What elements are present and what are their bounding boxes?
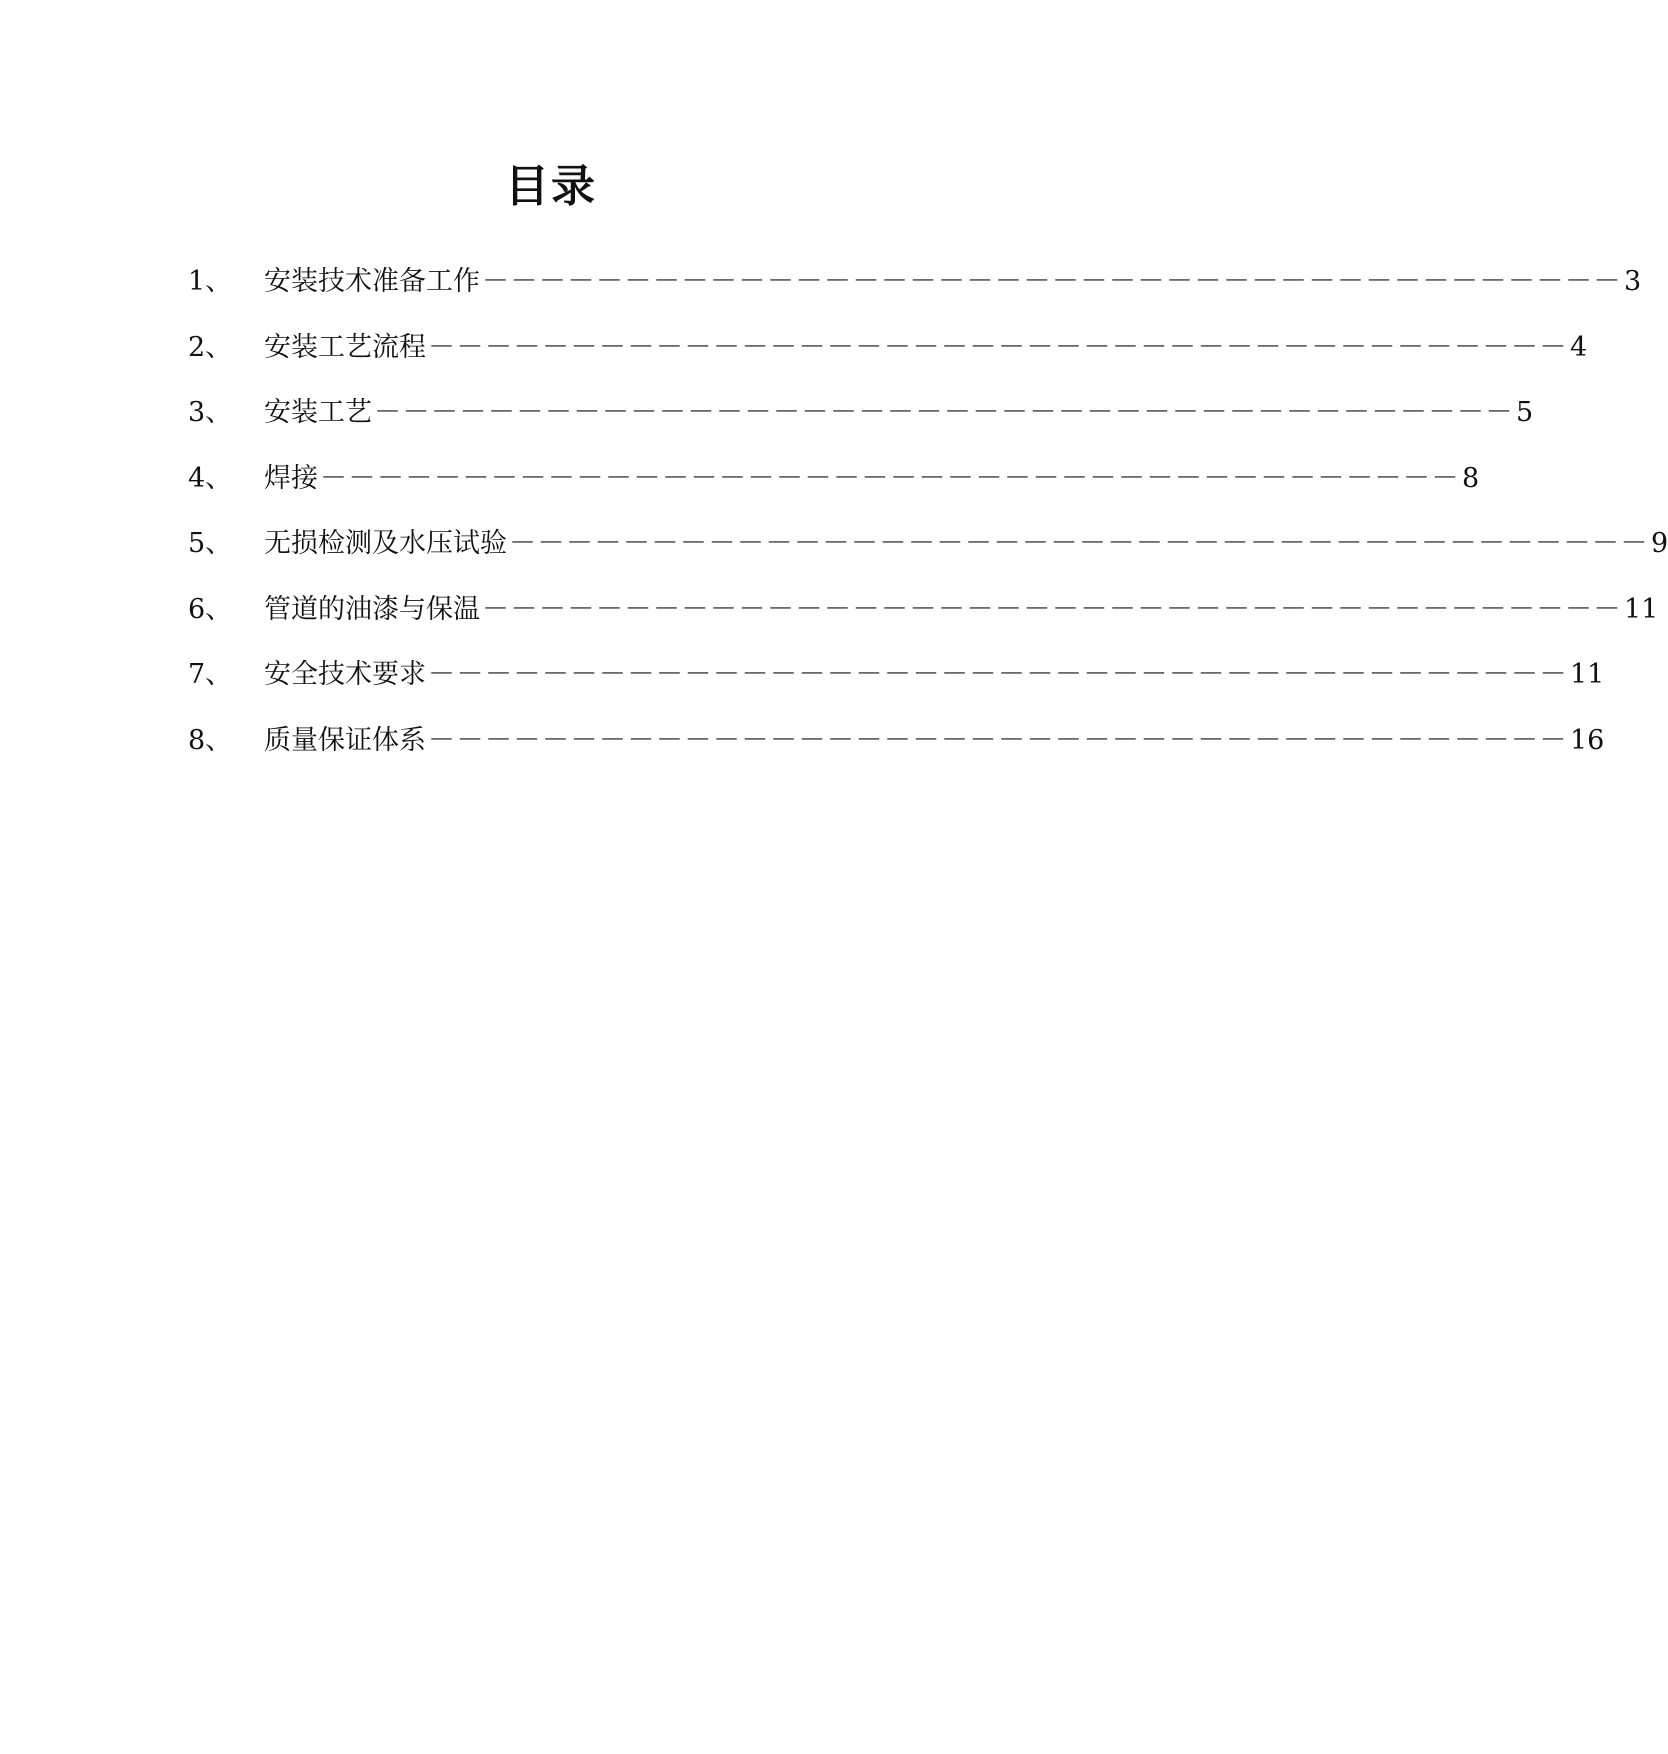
toc-entry-title: 安全技术要求 <box>264 659 426 690</box>
toc-entry-page: 3 <box>1624 266 1642 297</box>
toc-entry <box>188 586 1659 652</box>
toc-entry-number: 6、 <box>188 593 233 625</box>
toc-entry <box>188 717 1605 783</box>
toc-entry-number: 8、 <box>188 724 233 756</box>
toc-entry-page: 8 <box>1462 462 1480 494</box>
toc-entry-page: 9 <box>1651 528 1668 559</box>
toc-entry-leader: －－－－－－－－－－－－－－－－－－－－－－－－－－－－－－－－－－－－－－－－ <box>428 331 1568 363</box>
toc-entry-leader: －－－－－－－－－－－－－－－－－－－－－－－－－－－－－－－－－－－－－－－－ <box>320 462 1460 494</box>
toc-entry-number: 7、 <box>188 659 233 690</box>
toc-entry-number: 1、 <box>188 266 233 297</box>
toc-entry-number: 5、 <box>188 528 233 559</box>
toc-entry-leader: －－－－－－－－－－－－－－－－－－－－－－－－－－－－－－－－－－－－－－－－ <box>482 266 1622 297</box>
toc-entry-page: 16 <box>1570 724 1605 756</box>
toc-entry-leader: －－－－－－－－－－－－－－－－－－－－－－－－－－－－－－－－－－－－－－－－ <box>374 397 1514 428</box>
toc-entry-title: 安装工艺 <box>264 397 372 428</box>
toc-entry-page: 5 <box>1516 397 1534 428</box>
toc-entry-title: 焊接 <box>264 462 318 494</box>
toc-entry-title: 管道的油漆与保温 <box>264 593 480 625</box>
table-of-contents <box>188 258 1668 782</box>
toc-entry-title: 安装技术准备工作 <box>264 266 480 297</box>
toc-entry-leader: －－－－－－－－－－－－－－－－－－－－－－－－－－－－－－－－－－－－－－－－ <box>509 528 1649 559</box>
toc-entry <box>188 520 1668 586</box>
toc-entry-page: 11 <box>1570 659 1605 690</box>
toc-entry <box>188 324 1588 390</box>
toc-entry <box>188 258 1642 324</box>
toc-entry-leader: －－－－－－－－－－－－－－－－－－－－－－－－－－－－－－－－－－－－－－－－ <box>428 659 1568 690</box>
toc-entry <box>188 651 1605 717</box>
toc-entry-title: 安装工艺流程 <box>264 331 426 363</box>
toc-entry <box>188 455 1480 521</box>
toc-entry <box>188 389 1534 455</box>
toc-entry-number: 3、 <box>188 397 233 428</box>
toc-entry-page: 4 <box>1570 331 1588 363</box>
toc-entry-title: 无损检测及水压试验 <box>264 528 507 559</box>
toc-entry-page: 11 <box>1624 593 1659 625</box>
toc-entry-leader: －－－－－－－－－－－－－－－－－－－－－－－－－－－－－－－－－－－－－－－－ <box>482 593 1622 625</box>
page-title: 目录 <box>505 161 597 212</box>
toc-entry-number: 4、 <box>188 462 233 494</box>
toc-entry-leader: －－－－－－－－－－－－－－－－－－－－－－－－－－－－－－－－－－－－－－－－ <box>428 724 1568 756</box>
toc-entry-number: 2、 <box>188 331 233 363</box>
toc-entry-title: 质量保证体系 <box>264 724 426 756</box>
